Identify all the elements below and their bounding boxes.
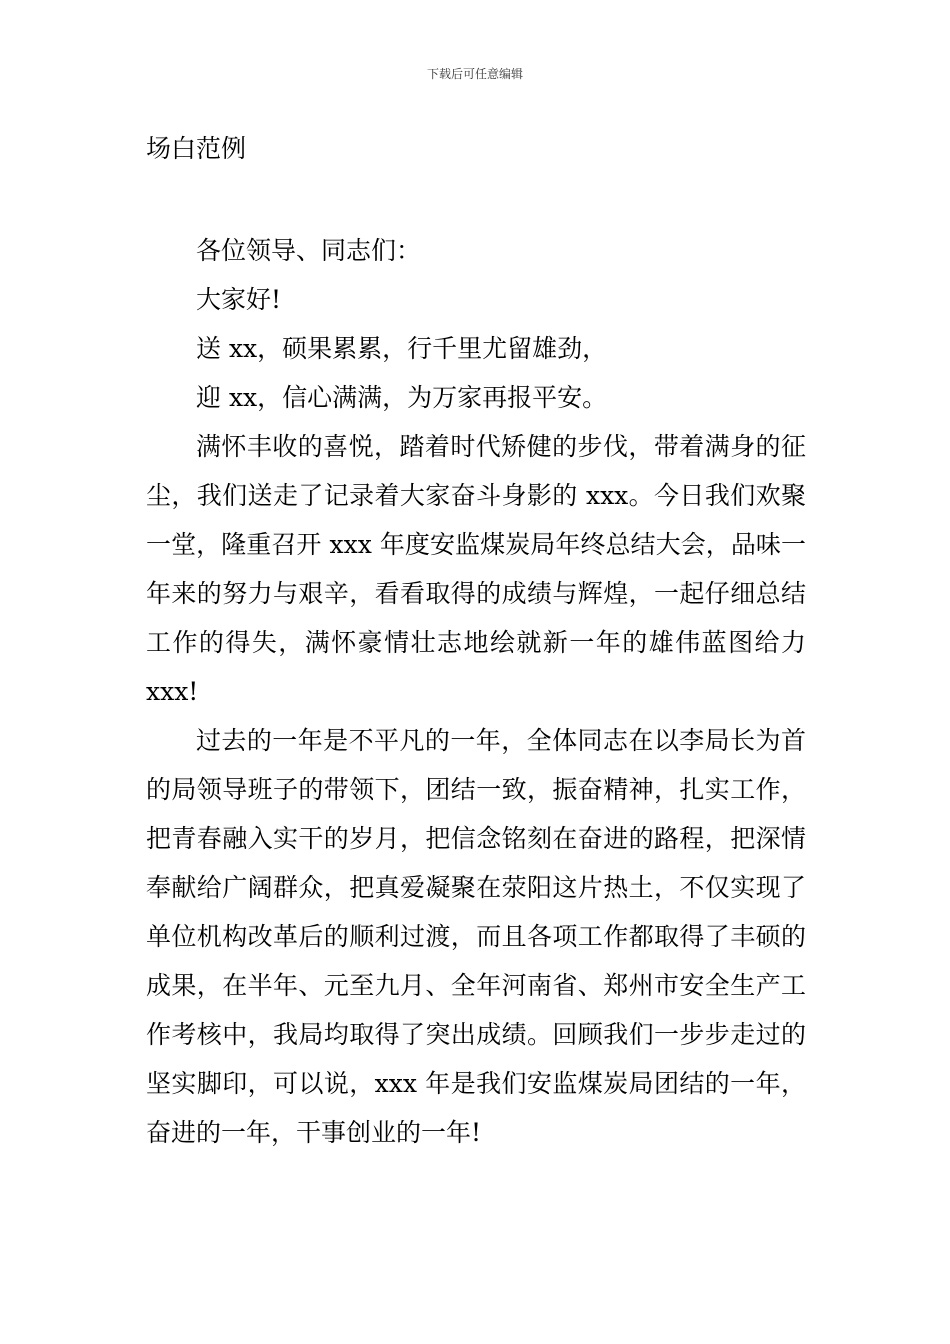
salutation: 各位领导、同志们： [196, 236, 422, 265]
couplet-line-1: 送 xx，硕果累累，行千里尤留雄劲， [196, 334, 608, 363]
greeting: 大家好! [196, 285, 282, 314]
paragraph-1: 满怀丰收的喜悦，踏着时代矫健的步伐，带着满身的征尘，我们送走了记录着大家奋斗身影的 xxx。今日我们欢聚一堂，隆重召开 xxx 年度安监煤炭局年终总结大会，品味一年来的努力与艰辛，看看取得的成绩与辉煌，一起仔细总结工作的得失，满怀豪情壮志地绘就新一年的雄伟蓝图给力 xxx! [146, 432, 806, 706]
header-note: 下载后可任意编辑 [426, 67, 523, 81]
document-body [146, 226, 806, 1157]
couplet-line-2: 迎 xx，信心满满，为万家再报平安。 [196, 383, 608, 412]
paragraph-2: 过去的一年是不平凡的一年，全体同志在以李局长为首的局领导班子的带领下，团结一致，振奋精神，扎实工作，把青春融入实干的岁月，把信念铭刻在奋进的路程，把深情奉献给广阔群众，把真爱凝聚在荥阳这片热土，不仅实现了单位机构改革后的顺利过渡，而且各项工作都取得了丰硕的成果，在半年、元至九月、全年河南省、郑州市安全生产工作考核中，我局均取得了突出成绩。回顾我们一步步走过的坚实脚印，可以说，xxx 年是我们安监煤炭局团结的一年，奋进的一年，干事创业的一年! [146, 726, 806, 1147]
document-title: 场白范例 [146, 134, 247, 163]
